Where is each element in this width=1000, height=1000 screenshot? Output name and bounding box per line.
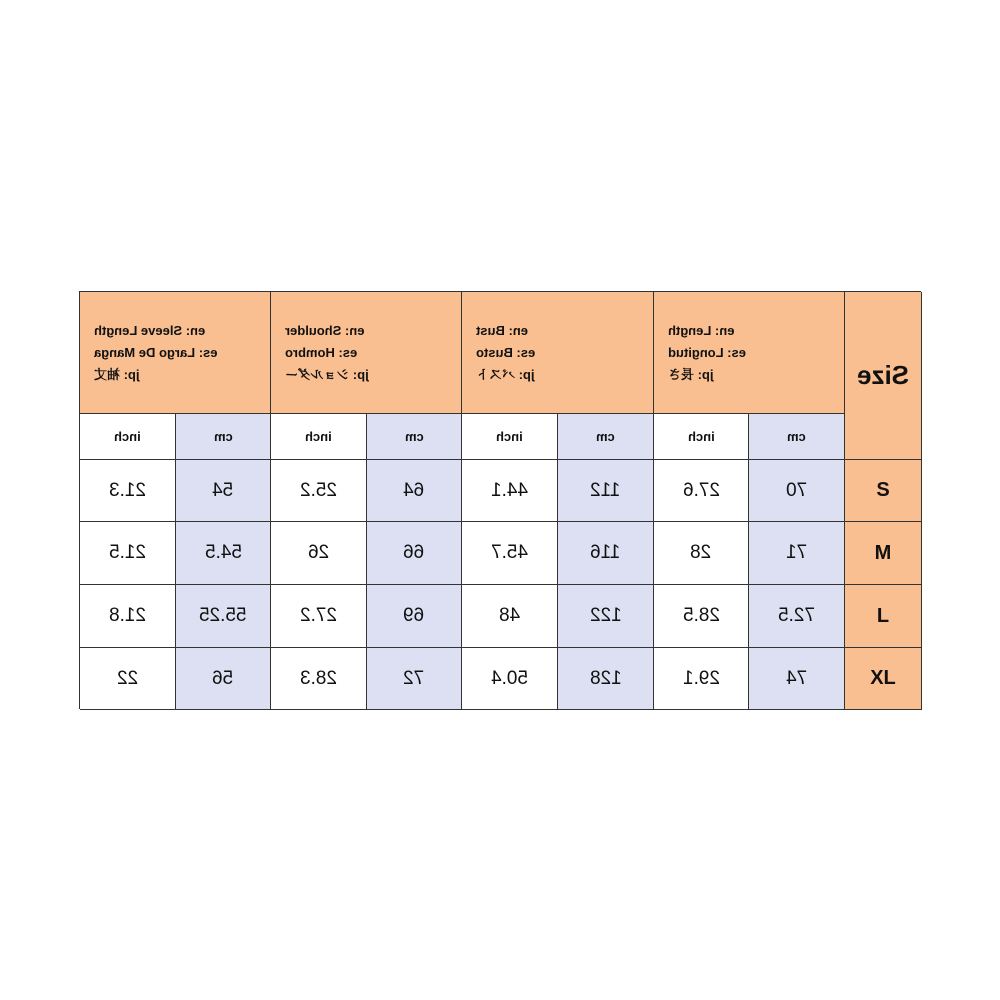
size-label-cell bbox=[845, 522, 922, 585]
table-cell bbox=[654, 522, 749, 585]
cell-value: 21.3 bbox=[109, 479, 146, 501]
header-label-en: en: Shoulder bbox=[285, 322, 365, 338]
header-label-es: es: Hombro bbox=[285, 344, 358, 360]
table-cell bbox=[558, 648, 654, 710]
header-label-jp: jp: バスト bbox=[476, 366, 535, 382]
cell-value: 26 bbox=[307, 542, 330, 563]
table-cell bbox=[176, 522, 271, 585]
table-cell bbox=[367, 460, 462, 522]
cell-value: 27.6 bbox=[682, 479, 720, 501]
table-cell bbox=[654, 585, 749, 648]
table-cell bbox=[654, 648, 749, 710]
table-cell bbox=[462, 585, 558, 648]
table-cell bbox=[80, 585, 176, 648]
cell-value: 25.2 bbox=[300, 479, 337, 501]
cell-value: 128 bbox=[589, 667, 622, 689]
cell-value: 71 bbox=[785, 542, 808, 563]
header-label-jp: jp: ショルダー bbox=[285, 366, 369, 382]
table-cell bbox=[749, 648, 845, 710]
header-shoulder bbox=[271, 292, 462, 414]
header-label-jp: jp: 袖丈 bbox=[94, 366, 140, 382]
table-cell bbox=[749, 585, 845, 648]
table-cell bbox=[271, 522, 367, 585]
table-cell bbox=[654, 460, 749, 522]
table-cell bbox=[462, 648, 558, 710]
size-label: M bbox=[874, 541, 892, 564]
size-label: L bbox=[876, 604, 890, 627]
unit-cell bbox=[654, 414, 749, 460]
header-label-en: en: Bust bbox=[476, 322, 528, 338]
header-length bbox=[654, 292, 845, 414]
table-cell bbox=[558, 522, 654, 585]
cell-value: 55.25 bbox=[199, 605, 247, 626]
unit-label: cm bbox=[787, 429, 806, 444]
cell-value: 21.5 bbox=[109, 542, 146, 563]
unit-cell bbox=[558, 414, 654, 460]
cell-value: 66 bbox=[403, 542, 425, 563]
unit-label: inch bbox=[687, 429, 715, 444]
table-cell bbox=[176, 648, 271, 710]
table-cell bbox=[749, 460, 845, 522]
table-cell bbox=[176, 585, 271, 648]
unit-cell bbox=[462, 414, 558, 460]
cell-value: 22 bbox=[116, 667, 139, 689]
size-label-cell bbox=[845, 585, 922, 648]
header-label-es: es: Longitud bbox=[668, 344, 746, 360]
cell-value: 72.5 bbox=[778, 605, 815, 626]
unit-label: inch bbox=[305, 429, 332, 444]
cell-value: 28 bbox=[690, 542, 712, 563]
table-cell bbox=[176, 460, 271, 522]
header-label-en: en: Sleeve Length bbox=[94, 322, 206, 338]
unit-cell bbox=[367, 414, 462, 460]
table-cell bbox=[80, 648, 176, 710]
table-cell bbox=[80, 522, 176, 585]
cell-value: 48 bbox=[498, 605, 521, 626]
table-cell bbox=[462, 460, 558, 522]
table-cell bbox=[558, 460, 654, 522]
cell-value: 28.3 bbox=[300, 667, 337, 689]
table-cell bbox=[367, 522, 462, 585]
cell-value: 64 bbox=[403, 479, 425, 501]
unit-cell bbox=[176, 414, 271, 460]
cell-value: 72 bbox=[403, 667, 425, 689]
cell-value: 27.2 bbox=[300, 605, 337, 626]
unit-label: inch bbox=[114, 429, 141, 444]
size-label: XL bbox=[870, 667, 896, 689]
table-cell bbox=[271, 585, 367, 648]
table-cell bbox=[749, 522, 845, 585]
cell-value: 122 bbox=[589, 605, 622, 626]
size-column-header bbox=[845, 292, 922, 460]
cell-value: 29.1 bbox=[682, 667, 720, 689]
size-title: Size bbox=[856, 360, 910, 390]
size-label: S bbox=[876, 479, 890, 501]
cell-value: 69 bbox=[403, 605, 425, 626]
table-cell bbox=[271, 460, 367, 522]
table-cell bbox=[558, 585, 654, 648]
cell-value: 70 bbox=[785, 479, 808, 501]
cell-value: 56 bbox=[212, 667, 234, 689]
table-cell bbox=[271, 648, 367, 710]
size-label-cell bbox=[845, 648, 922, 710]
cell-value: 28.5 bbox=[682, 605, 720, 626]
unit-label: cm bbox=[213, 429, 233, 444]
cell-value: 21.8 bbox=[109, 605, 146, 626]
size-chart-table bbox=[79, 291, 921, 709]
header-label-es: es: Largo De Manga bbox=[94, 344, 218, 360]
unit-cell bbox=[271, 414, 367, 460]
cell-value: 74 bbox=[785, 667, 808, 689]
cell-value: 54 bbox=[212, 479, 234, 501]
header-label-es: es: Busto bbox=[476, 344, 536, 360]
table-cell bbox=[80, 460, 176, 522]
cell-value: 44.1 bbox=[491, 479, 528, 501]
cell-value: 45.7 bbox=[491, 542, 528, 563]
header-sleeve-length bbox=[80, 292, 271, 414]
size-chart-grid bbox=[79, 291, 921, 709]
cell-value: 116 bbox=[590, 542, 621, 563]
unit-label: inch bbox=[496, 429, 523, 444]
cell-value: 50.4 bbox=[491, 667, 528, 689]
header-bust bbox=[462, 292, 654, 414]
table-cell bbox=[367, 648, 462, 710]
unit-label: cm bbox=[596, 429, 615, 444]
unit-label: cm bbox=[404, 429, 424, 444]
unit-cell bbox=[80, 414, 176, 460]
cell-value: 54.5 bbox=[204, 542, 242, 563]
unit-cell bbox=[749, 414, 845, 460]
cell-value: 112 bbox=[590, 479, 621, 501]
size-label-cell bbox=[845, 460, 922, 522]
header-label-en: en: Length bbox=[668, 322, 735, 338]
header-label-jp: jp: 長さ bbox=[668, 366, 714, 382]
table-cell bbox=[462, 522, 558, 585]
table-cell bbox=[367, 585, 462, 648]
